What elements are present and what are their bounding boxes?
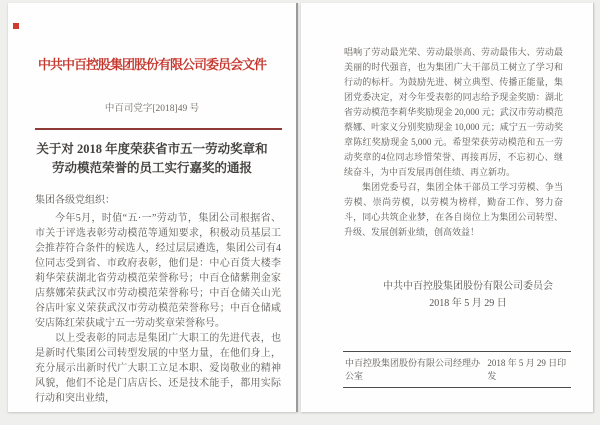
- signature-block: [301, 278, 593, 312]
- doc-title-line2: 劳动模范荣誉的员工实行嘉奖的通报: [51, 161, 252, 175]
- org-header: 中共中百控股集团股份有限公司委员会文件: [37, 57, 266, 72]
- signature-org: 中共中百控股集团股份有限公司委员会: [383, 281, 553, 292]
- red-divider: [35, 128, 282, 130]
- document-page-right: [301, 3, 594, 412]
- paragraph-praise: 以上受表彰的同志是集团广大职工的先进代表，也是新时代集团公司转型发展的中坚力量，在他们身上，充分展示出新时代广大职工立足本职、爱岗敬业的精神风貌，他们不论是门店店长、还是技术能手，都用实际行动和突出业绩，: [35, 333, 281, 404]
- footer-print-date: 2018 年 5 月 29 日印发: [487, 358, 567, 381]
- signature-date: 2018 年 5 月 29 日: [429, 298, 507, 309]
- salutation: 集团各级党组织：: [35, 195, 115, 206]
- left-body-text: [35, 211, 281, 406]
- paragraph-call-to-action: 集团党委号召，集团全体干部员工学习劳模、争当劳模、崇尚劳模，以劳模为榜样，勤奋工作、努力奋斗，同心共筑企业梦，在各自岗位上为集团公司转型、升级、发展创新业绩，创高效益！: [344, 182, 563, 237]
- doc-number: 中百司党字[2018]49 号: [104, 104, 200, 114]
- red-stamp-mark-icon: [13, 23, 19, 29]
- doc-title: [8, 140, 296, 178]
- paragraph-awardees: 今年5月，时值“五·一”劳动节，集团公司根据省、市关于评选表彰劳动模范等通知要求，积极动员基层工会推荐符合条件的候选人，经过层层遴选，集团公司有4位同志受到省、市政府表彰，他们是：中心百货大楼李莉华荣获湖北省劳动模范荣誉称号；中百仓储紫荆金家店蔡娜荣获武汉市劳动模范荣誉称号；中百仓储关山光谷店叶家义荣获武汉市劳动模范荣誉称号；中百仓储咸安店陈红荣获咸宁五一劳动奖章荣誉称号。: [35, 213, 281, 329]
- doc-title-line1: 关于对 2018 年度荣获省市五一劳动奖章和: [36, 142, 268, 156]
- footer-office: 中百控股集团股份有限公司经理办公室: [345, 358, 481, 381]
- print-footer: [343, 351, 571, 388]
- paragraph-rewards: 唱响了劳动最光荣、劳动最崇高、劳动最伟大、劳动最美丽的时代强音，也为集团广大干部员工树立了学习和行动的标杆。为鼓励先进、树立典型、传播正能量，集团党委决定，对今年受表彰的同志给予现金奖励：湖北省劳动模范李莉华奖励现金 20,000 元；武汉市劳动模范蔡娜、叶家义分别奖励现金 10,000 元；咸宁五一劳动奖章陈红奖励现金 5,000 元。希望荣获劳动模范和五一劳动奖章的4位同志珍惜荣誉、再接再厉，不忘初心、继续奋斗，为中百发展再创佳绩、再立新功。: [344, 47, 563, 177]
- right-body-text: [344, 45, 563, 240]
- document-page-left: [8, 3, 298, 412]
